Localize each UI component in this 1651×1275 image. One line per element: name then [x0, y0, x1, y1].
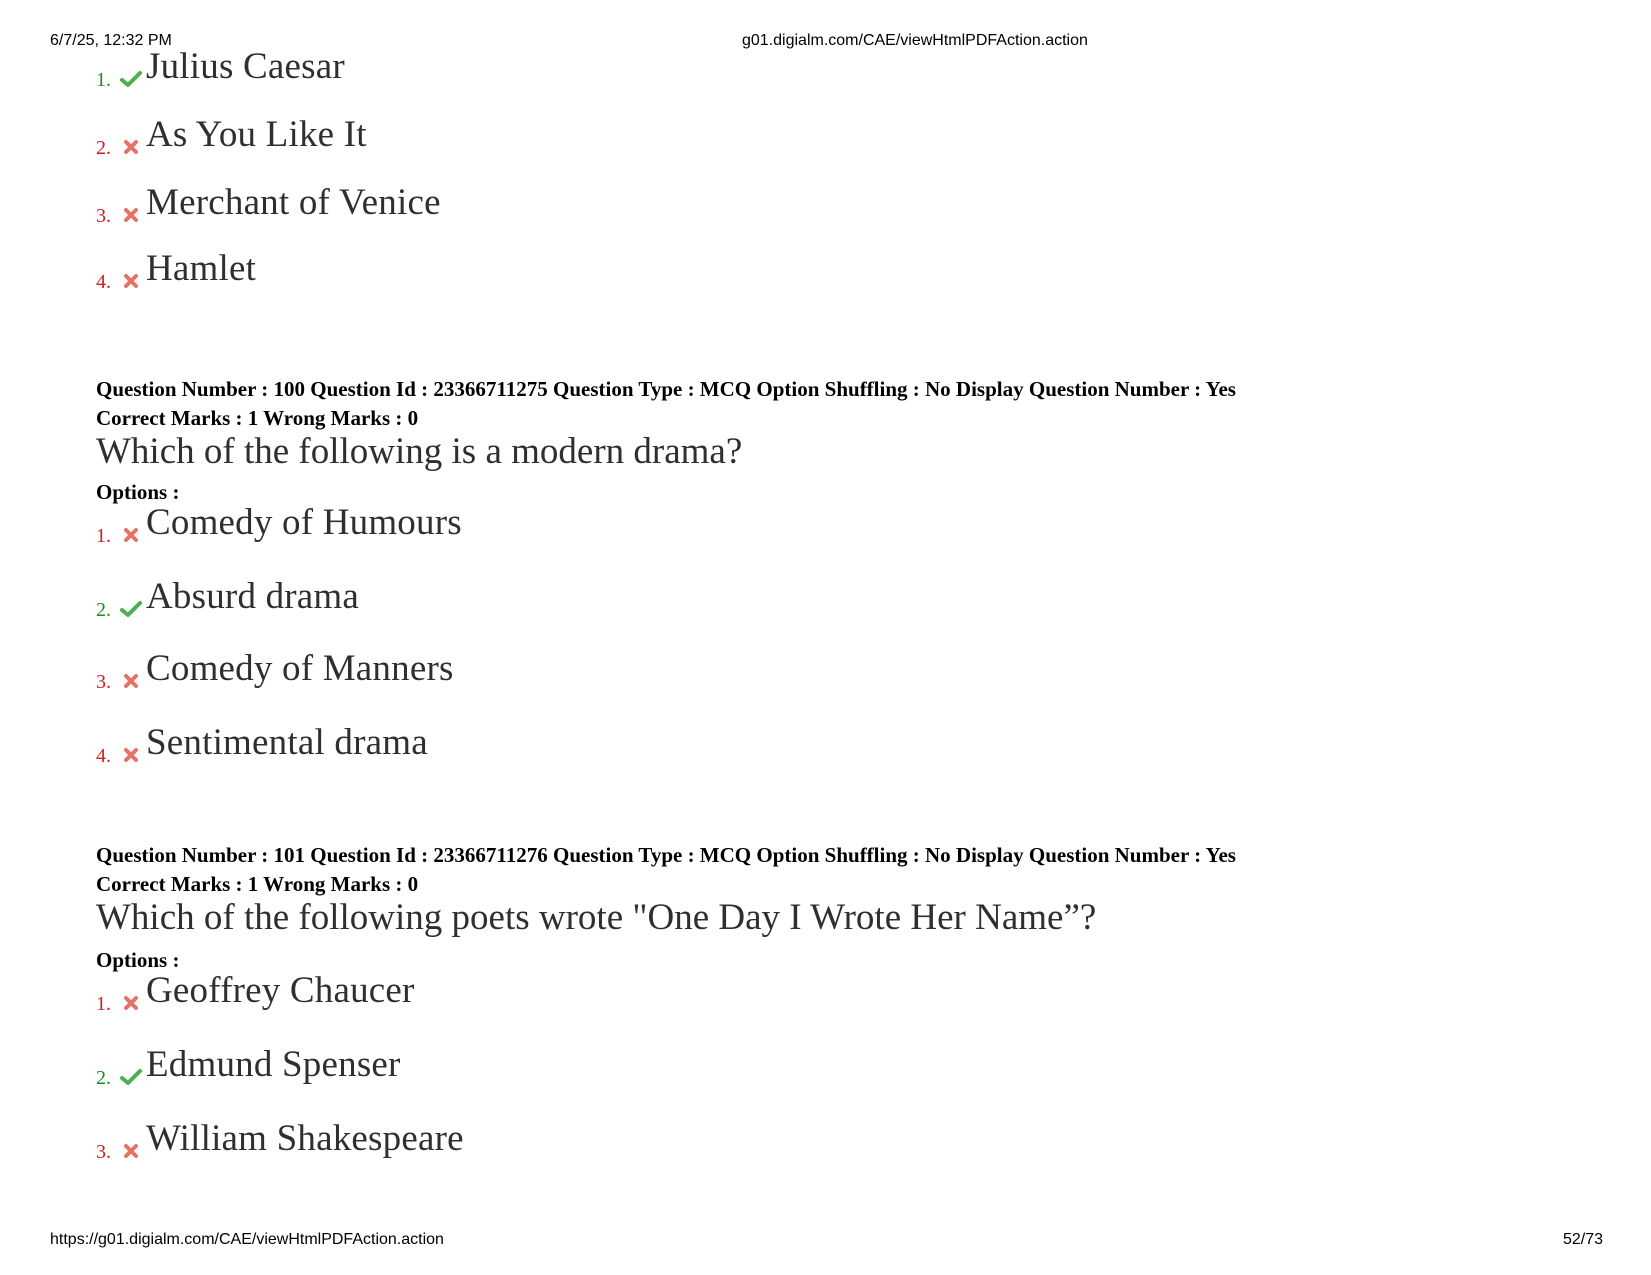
print-datetime: 6/7/25, 12:32 PM: [50, 32, 172, 49]
print-footer-url: https://g01.digialm.com/CAE/viewHtmlPDFAction.action: [50, 1231, 444, 1248]
question-100-marks: Correct Marks : 1 Wrong Marks : 0: [96, 406, 419, 430]
cross-icon: [120, 138, 142, 156]
cross-icon: [120, 672, 142, 690]
option-number: 2.: [96, 137, 111, 159]
question-100-options-label: Options :: [96, 480, 180, 504]
check-icon: [120, 70, 142, 88]
cross-icon: [120, 994, 142, 1012]
question-101-options-label: Options :: [96, 948, 180, 972]
option-text: Hamlet: [146, 248, 257, 289]
cross-icon: [120, 1142, 142, 1160]
question-100-text: Which of the following is a modern drama?: [96, 431, 743, 472]
option-number: 2.: [96, 1067, 111, 1089]
cross-icon: [120, 206, 142, 224]
option-number: 4.: [96, 271, 111, 293]
option-text: Sentimental drama: [146, 722, 428, 763]
cross-icon: [120, 746, 142, 764]
option-text: Merchant of Venice: [146, 182, 441, 223]
option-number: 2.: [96, 599, 111, 621]
option-number: 4.: [96, 745, 111, 767]
option-number: 1.: [96, 525, 111, 547]
page-number: 52/73: [1563, 1231, 1604, 1248]
option-text: Geoffrey Chaucer: [146, 970, 415, 1011]
option-text: Julius Caesar: [146, 46, 345, 87]
option-number: 1.: [96, 993, 111, 1015]
question-101-marks: Correct Marks : 1 Wrong Marks : 0: [96, 872, 419, 896]
option-text: Edmund Spenser: [146, 1044, 401, 1085]
option-text: William Shakespeare: [146, 1118, 464, 1159]
option-number: 3.: [96, 205, 111, 227]
cross-icon: [120, 526, 142, 544]
print-header-url: g01.digialm.com/CAE/viewHtmlPDFAction.action: [742, 32, 1088, 49]
cross-icon: [120, 272, 142, 290]
question-101-text: Which of the following poets wrote "One Day I Wrote Her Name”?: [96, 897, 1097, 938]
option-text: Comedy of Humours: [146, 502, 462, 543]
question-101-meta: Question Number : 101 Question Id : 23366711276 Question Type : MCQ Option Shuffling : No Display Question Number : Yes: [96, 843, 1236, 867]
option-number: 1.: [96, 69, 111, 91]
option-number: 3.: [96, 1141, 111, 1163]
option-text: Absurd drama: [146, 576, 360, 617]
question-100-meta: Question Number : 100 Question Id : 23366711275 Question Type : MCQ Option Shuffling : No Display Question Number : Yes: [96, 377, 1236, 401]
check-icon: [120, 1068, 142, 1086]
check-icon: [120, 600, 142, 618]
option-number: 3.: [96, 671, 111, 693]
option-text: Comedy of Manners: [146, 648, 454, 689]
option-text: As You Like It: [146, 114, 367, 155]
